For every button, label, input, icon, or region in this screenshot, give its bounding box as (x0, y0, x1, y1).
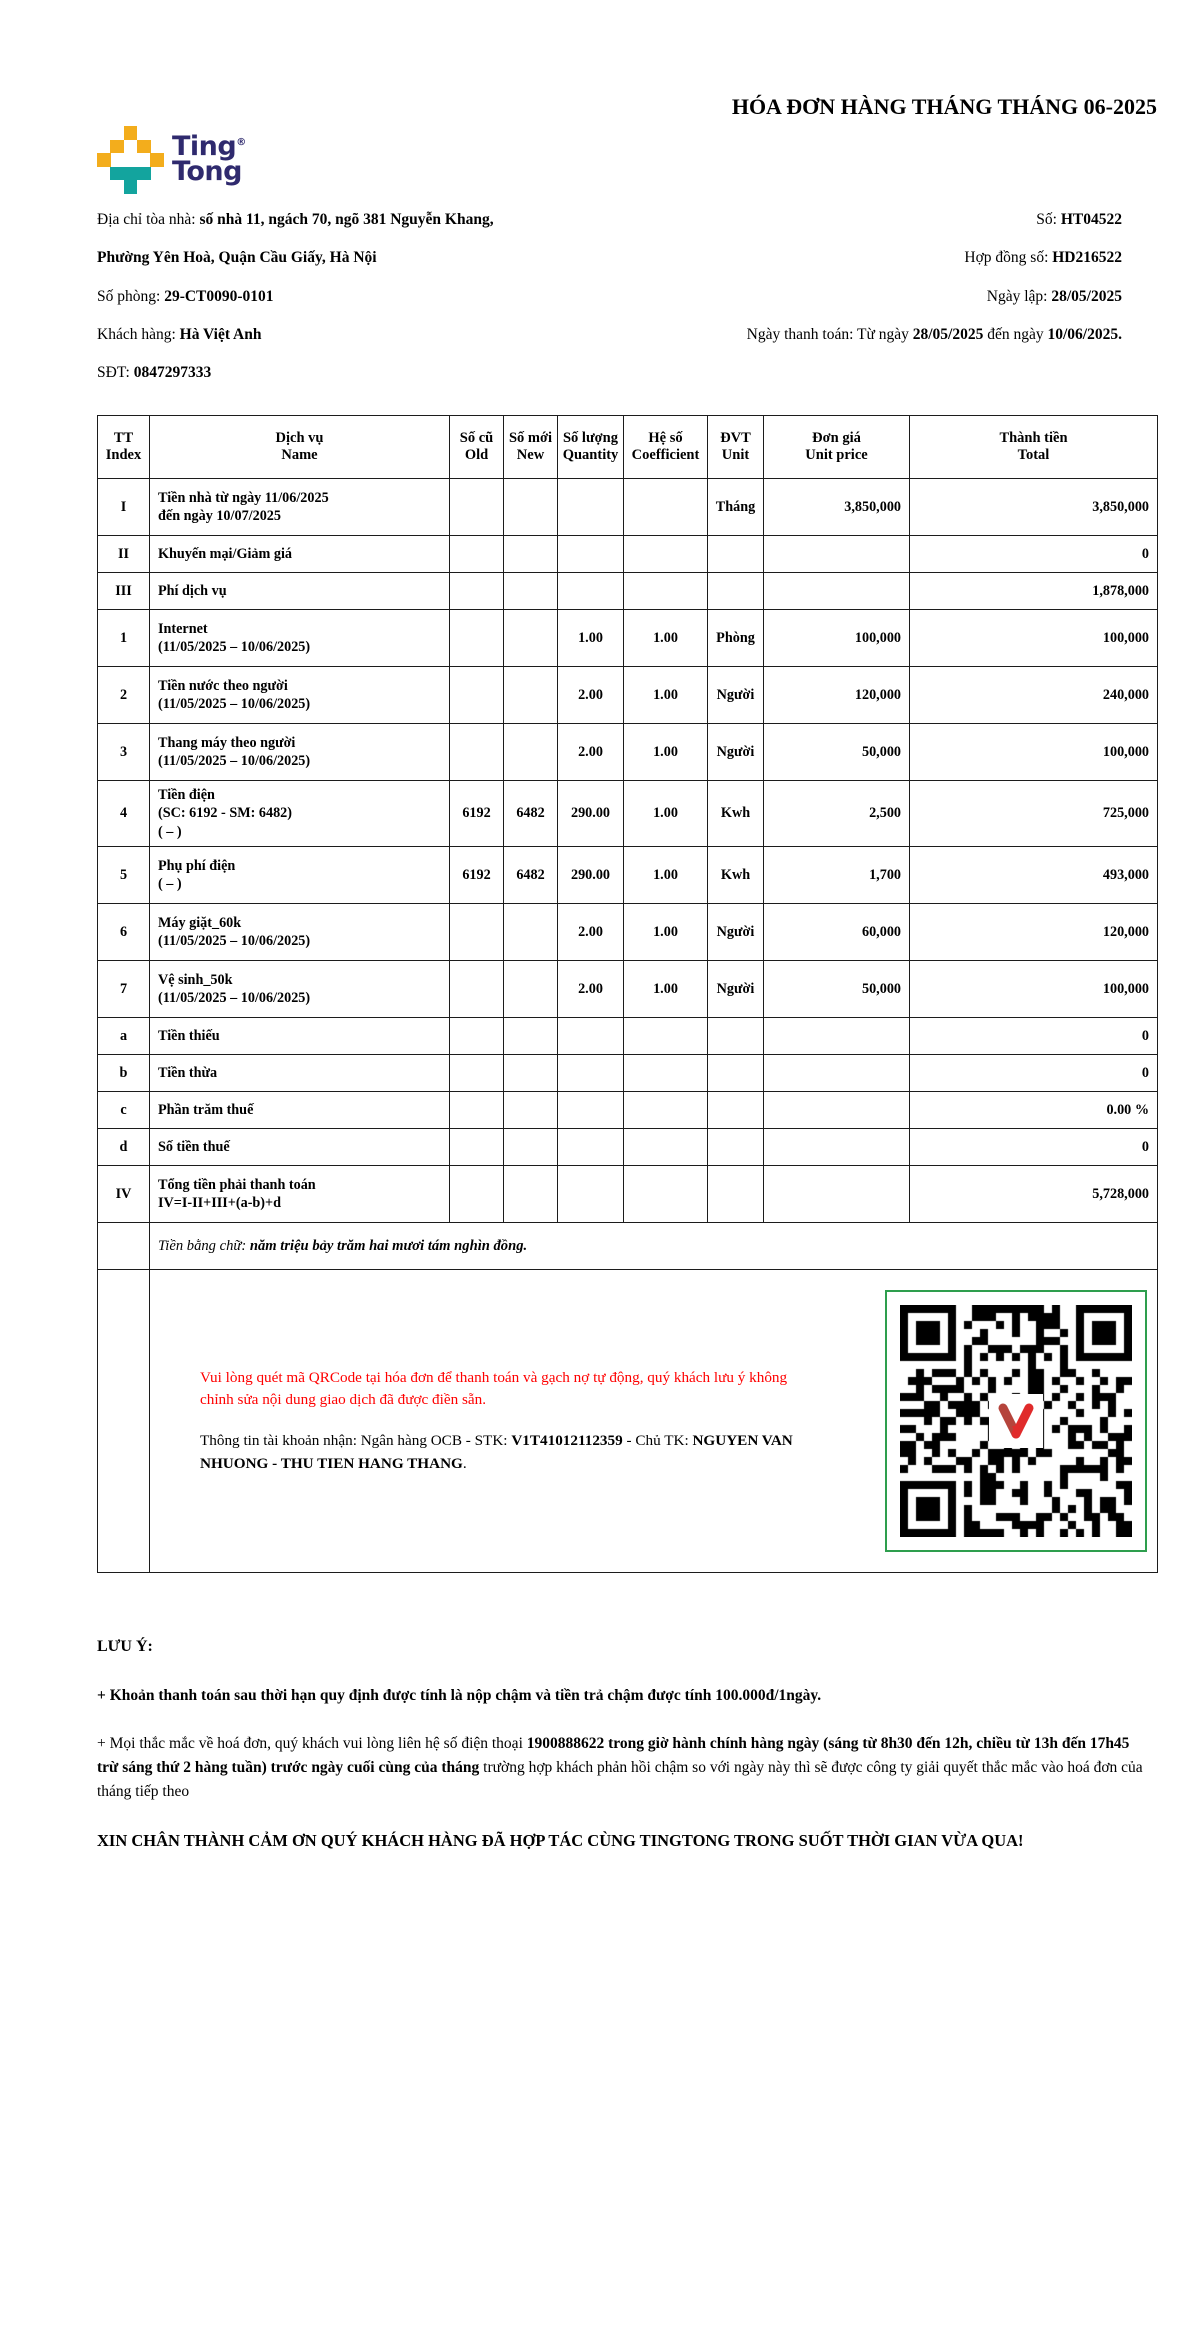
cell-unit-price: 2,500 (764, 781, 910, 847)
cell-service-name (150, 610, 450, 667)
empty-cell (98, 1270, 150, 1573)
cell-old-reading: 6192 (450, 781, 504, 847)
cell-index: 7 (98, 961, 150, 1018)
cell-old-reading (450, 479, 504, 536)
cell-coefficient (624, 573, 708, 610)
amount-in-words-row (98, 1223, 1158, 1270)
cell-service-name (150, 781, 450, 847)
cell-coefficient (624, 479, 708, 536)
cell-total: 0 (910, 1129, 1158, 1166)
service-name-line: Tiền thiếu (158, 1027, 220, 1044)
cell-quantity (558, 479, 624, 536)
cell-index: III (98, 573, 150, 610)
info-right-column (747, 208, 1157, 399)
cell-unit-price (764, 1092, 910, 1129)
col-header-unit-price: Đơn giá Unit price (764, 416, 910, 479)
cell-index: 4 (98, 781, 150, 847)
cell-unit: Người (708, 724, 764, 781)
payment-period: Ngày thanh toán: Từ ngày 28/05/2025 đến ngày 10/06/2025. (746, 325, 1122, 343)
col-header-name: Dịch vụ Name (150, 416, 450, 479)
customer-name: Khách hàng: Hà Việt Anh (97, 325, 262, 343)
cell-unit-price: 3,850,000 (764, 479, 910, 536)
cell-service-name (150, 536, 450, 573)
cell-new-reading (504, 1092, 558, 1129)
cell-coefficient (624, 1055, 708, 1092)
cell-coefficient: 1.00 (624, 847, 708, 904)
cell-service-name (150, 1166, 450, 1223)
cell-old-reading (450, 667, 504, 724)
registered-mark: ® (236, 137, 246, 148)
tingtong-logo (97, 126, 246, 192)
cell-coefficient: 1.00 (624, 904, 708, 961)
service-name-line: Phụ phí điện (158, 857, 236, 874)
table-row (98, 1018, 1158, 1055)
table-header-row (98, 416, 1158, 479)
service-name-line: IV=I-II+III+(a-b)+d (158, 1195, 282, 1212)
cell-coefficient (624, 536, 708, 573)
table-row (98, 573, 1158, 610)
cell-service-name (150, 667, 450, 724)
tingtong-logo-icon (97, 126, 163, 192)
service-name-line: (SC: 6192 - SM: 6482) (158, 805, 292, 822)
cell-coefficient (624, 1166, 708, 1223)
hotline-note-segment: + Mọi thắc mắc về hoá đơn, quý khách vui lòng liên hệ số điện thoại (97, 1735, 527, 1753)
cell-unit-price (764, 573, 910, 610)
cell-unit (708, 536, 764, 573)
cell-service-name (150, 1018, 450, 1055)
service-name-line: (11/05/2025 – 10/06/2025) (158, 990, 311, 1007)
service-name-line: (11/05/2025 – 10/06/2025) (158, 933, 311, 950)
cell-index: IV (98, 1166, 150, 1223)
cell-total: 0 (910, 1055, 1158, 1092)
amount-in-words: Tiền bằng chữ: năm triệu bảy trăm hai mươi tám nghìn đồng. (150, 1223, 1158, 1270)
table-row (98, 1166, 1158, 1223)
cell-old-reading: 6192 (450, 847, 504, 904)
cell-unit-price: 60,000 (764, 904, 910, 961)
cell-quantity (558, 1018, 624, 1055)
cell-total: 100,000 (910, 961, 1158, 1018)
service-name-line: đến ngày 10/07/2025 (158, 508, 281, 525)
cell-quantity (558, 536, 624, 573)
cell-index: 1 (98, 610, 150, 667)
cell-unit-price: 50,000 (764, 724, 910, 781)
cell-old-reading (450, 904, 504, 961)
cell-unit: Người (708, 667, 764, 724)
hotline-note-segment: trường hợp khách phản hồi chậm so với ngày này thì sẽ được công ty giải quyết thắc mắc vào hoá đơn của tháng tiếp theo (97, 1759, 1143, 1801)
cell-quantity: 1.00 (558, 610, 624, 667)
cell-unit (708, 1018, 764, 1055)
service-name-line: Thang máy theo người (158, 734, 296, 751)
tingtong-wordmark: Ting® Tong (172, 131, 246, 188)
cell-total: 0 (910, 536, 1158, 573)
cell-coefficient: 1.00 (624, 781, 708, 847)
cell-service-name (150, 1129, 450, 1166)
service-name-line: Vệ sinh_50k (158, 971, 233, 988)
cell-old-reading (450, 610, 504, 667)
cell-total: 100,000 (910, 610, 1158, 667)
cell-new-reading (504, 479, 558, 536)
building-address-line1: Địa chỉ tòa nhà: số nhà 11, ngách 70, ngõ 381 Nguyễn Khang, (97, 211, 494, 228)
table-row (98, 961, 1158, 1018)
cell-new-reading (504, 1166, 558, 1223)
cell-unit: Kwh (708, 847, 764, 904)
cell-service-name (150, 961, 450, 1018)
table-row (98, 536, 1158, 573)
cell-old-reading (450, 961, 504, 1018)
table-row (98, 847, 1158, 904)
service-name-line: Máy giặt_60k (158, 914, 242, 931)
cell-index: 2 (98, 667, 150, 724)
cell-total: 120,000 (910, 904, 1158, 961)
cell-coefficient: 1.00 (624, 724, 708, 781)
col-header-index: TT Index (98, 416, 150, 479)
cell-new-reading (504, 1055, 558, 1092)
cell-unit (708, 573, 764, 610)
empty-cell (98, 1223, 150, 1270)
cell-old-reading (450, 1129, 504, 1166)
payment-qr-code (885, 1290, 1147, 1552)
service-name-line: Phí dịch vụ (158, 582, 227, 599)
service-name-line: (11/05/2025 – 10/06/2025) (158, 696, 311, 713)
cell-unit (708, 1092, 764, 1129)
cell-index: 5 (98, 847, 150, 904)
cell-service-name (150, 904, 450, 961)
qr-payment-cell (150, 1270, 1158, 1573)
cell-new-reading (504, 1018, 558, 1055)
cell-old-reading (450, 1166, 504, 1223)
cell-service-name (150, 847, 450, 904)
cell-total: 0.00 % (910, 1092, 1158, 1129)
cell-service-name (150, 479, 450, 536)
cell-quantity: 2.00 (558, 904, 624, 961)
cell-new-reading (504, 667, 558, 724)
late-payment-note: + Khoản thanh toán sau thời hạn quy định được tính là nộp chậm và tiền trả chậm được tính 100.000đ/1ngày. (97, 1687, 822, 1705)
cell-index: c (98, 1092, 150, 1129)
cell-total: 240,000 (910, 667, 1158, 724)
invoice-number: Số: HT04522 (1036, 211, 1122, 228)
table-row (98, 1129, 1158, 1166)
table-row (98, 724, 1158, 781)
cell-quantity (558, 573, 624, 610)
cell-unit: Tháng (708, 479, 764, 536)
cell-quantity (558, 1092, 624, 1129)
cell-quantity: 290.00 (558, 847, 624, 904)
invoice-page (0, 92, 1200, 1854)
cell-new-reading (504, 610, 558, 667)
cell-unit-price: 50,000 (764, 961, 910, 1018)
cell-coefficient (624, 1092, 708, 1129)
cell-total: 1,878,000 (910, 573, 1158, 610)
cell-new-reading (504, 1129, 558, 1166)
cell-unit (708, 1166, 764, 1223)
col-header-coefficient: Hệ số Coefficient (624, 416, 708, 479)
cell-unit: Phòng (708, 610, 764, 667)
cell-index: d (98, 1129, 150, 1166)
cell-old-reading (450, 1018, 504, 1055)
info-left-column (97, 208, 657, 399)
cell-coefficient: 1.00 (624, 961, 708, 1018)
table-row (98, 667, 1158, 724)
service-name-line: Internet (158, 620, 208, 637)
cell-unit-price (764, 1055, 910, 1092)
cell-unit: Kwh (708, 781, 764, 847)
cell-total: 0 (910, 1018, 1158, 1055)
cell-index: a (98, 1018, 150, 1055)
cell-index: II (98, 536, 150, 573)
bank-account-info: Thông tin tài khoản nhận: Ngân hàng OCB - STK: V1T41012112359 - Chủ TK: NGUYEN VAN NHUONG - THU TIEN HANG THANG. (200, 1432, 793, 1473)
service-name-line: Số tiền thuế (158, 1138, 230, 1155)
room-number: Số phòng: 29-CT0090-0101 (97, 287, 274, 305)
cell-unit-price: 100,000 (764, 610, 910, 667)
cell-coefficient (624, 1129, 708, 1166)
qr-notice-red: Vui lòng quét mã QRCode tại hóa đơn để thanh toán và gạch nợ tự động, quý khách lưu ý không chỉnh sửa nội dung giao dịch đã được điền sẵn. (200, 1368, 788, 1409)
table-row (98, 1055, 1158, 1092)
invoice-title: HÓA ĐƠN HÀNG THÁNG THÁNG 06-2025 (731, 94, 1157, 119)
cell-coefficient (624, 1018, 708, 1055)
cell-new-reading (504, 961, 558, 1018)
cell-new-reading: 6482 (504, 781, 558, 847)
service-name-line: (11/05/2025 – 10/06/2025) (158, 753, 311, 770)
col-header-new: Số mới New (504, 416, 558, 479)
cell-unit-price (764, 1018, 910, 1055)
info-section (97, 208, 1157, 399)
cell-quantity: 2.00 (558, 667, 624, 724)
cell-unit: Người (708, 904, 764, 961)
cell-new-reading (504, 573, 558, 610)
service-name-line: Tiền nhà từ ngày 11/06/2025 (158, 489, 329, 506)
cell-service-name (150, 724, 450, 781)
issue-date: Ngày lập: 28/05/2025 (986, 287, 1122, 305)
service-name-line: ( – ) (158, 876, 182, 893)
cell-unit-price (764, 536, 910, 573)
cell-new-reading (504, 536, 558, 573)
cell-unit-price (764, 1166, 910, 1223)
cell-service-name (150, 1092, 450, 1129)
service-name-line: Tiền thừa (158, 1064, 218, 1081)
cell-quantity: 290.00 (558, 781, 624, 847)
table-row (98, 1092, 1158, 1129)
service-name-line: Tiền điện (158, 786, 215, 803)
table-row (98, 781, 1158, 847)
vietqr-v-icon (989, 1394, 1043, 1448)
col-header-quantity: Số lượng Quantity (558, 416, 624, 479)
cell-total: 493,000 (910, 847, 1158, 904)
cell-new-reading: 6482 (504, 847, 558, 904)
cell-new-reading (504, 724, 558, 781)
hotline-note-segment: 1900888622 trong giờ hành chính hàng ngày (sáng từ 8h30 đến 12h, chiều từ 13h đến 17h45 trừ sáng thứ 2 hàng tuần) trước ngày cuối cùng của tháng (97, 1735, 1130, 1777)
cell-quantity (558, 1129, 624, 1166)
cell-total: 5,728,000 (910, 1166, 1158, 1223)
col-header-old: Số cũ Old (450, 416, 504, 479)
invoice-table (97, 415, 1158, 1573)
cell-old-reading (450, 573, 504, 610)
cell-index: b (98, 1055, 150, 1092)
cell-coefficient: 1.00 (624, 610, 708, 667)
cell-coefficient: 1.00 (624, 667, 708, 724)
customer-phone: SĐT: 0847297333 (97, 364, 212, 381)
cell-unit-price (764, 1129, 910, 1166)
footer-notes (97, 1635, 1145, 1853)
cell-index: I (98, 479, 150, 536)
service-name-line: ( – ) (158, 824, 182, 841)
payment-instructions (200, 1367, 800, 1476)
cell-unit-price: 1,700 (764, 847, 910, 904)
cell-unit (708, 1129, 764, 1166)
col-header-unit: ĐVT Unit (708, 416, 764, 479)
cell-total: 725,000 (910, 781, 1158, 847)
service-name-line: Phần trăm thuế (158, 1101, 254, 1118)
cell-quantity (558, 1055, 624, 1092)
building-address-line2: Phường Yên Hoà, Quận Cầu Giấy, Hà Nội (97, 249, 377, 267)
cell-old-reading (450, 1055, 504, 1092)
cell-quantity: 2.00 (558, 724, 624, 781)
cell-old-reading (450, 724, 504, 781)
cell-index: 6 (98, 904, 150, 961)
cell-quantity (558, 1166, 624, 1223)
cell-old-reading (450, 1092, 504, 1129)
service-name-line: Khuyến mại/Giảm giá (158, 545, 293, 562)
cell-total: 100,000 (910, 724, 1158, 781)
header-bar (97, 92, 1157, 192)
cell-unit: Người (708, 961, 764, 1018)
cell-total: 3,850,000 (910, 479, 1158, 536)
cell-index: 3 (98, 724, 150, 781)
qr-row (98, 1270, 1158, 1573)
hotline-note (97, 1732, 1145, 1804)
cell-service-name (150, 573, 450, 610)
cell-unit-price: 120,000 (764, 667, 910, 724)
table-row (98, 904, 1158, 961)
col-header-total: Thành tiền Total (910, 416, 1158, 479)
cell-quantity: 2.00 (558, 961, 624, 1018)
thank-you-message: XIN CHÂN THÀNH CẢM ƠN QUÝ KHÁCH HÀNG ĐÃ HỢP TÁC CÙNG TINGTONG TRONG SUỐT THỜI GIAN VỪA QUA! (97, 1831, 1024, 1851)
service-name-line: Tổng tiền phải thanh toán (158, 1176, 316, 1193)
table-row (98, 479, 1158, 536)
cell-old-reading (450, 536, 504, 573)
cell-unit (708, 1055, 764, 1092)
service-name-line: (11/05/2025 – 10/06/2025) (158, 639, 311, 656)
service-name-line: Tiền nước theo người (158, 677, 288, 694)
cell-new-reading (504, 904, 558, 961)
table-row (98, 610, 1158, 667)
contract-number: Hợp đồng số: HD216522 (964, 249, 1122, 267)
cell-service-name (150, 1055, 450, 1092)
notes-heading: LƯU Ý: (97, 1638, 153, 1656)
